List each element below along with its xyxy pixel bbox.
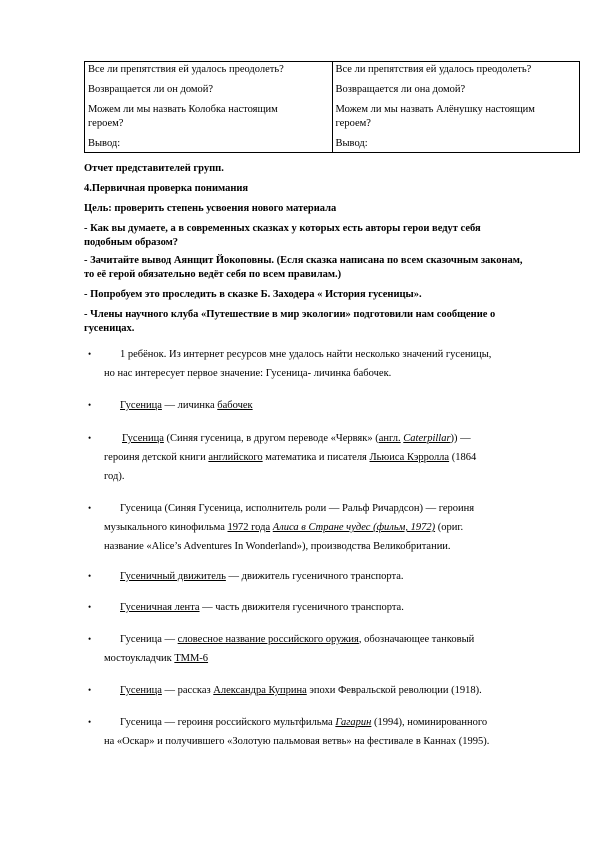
section-heading: 4.Первичная проверка понимания — [84, 183, 249, 194]
bullet-icon: • — [88, 349, 92, 359]
link[interactable]: Гусеничный движитель — [120, 571, 226, 582]
lesson-paragraph: - Зачитайте вывод Аянщит Йокоповны. (Есля сказка написана по всем сказочным законам, то её герой обязательно ведёт себя по всем правилам.) — [84, 255, 523, 280]
question-text: героем? — [88, 118, 124, 129]
list-item: • Гусеница — личинка бабочек — [88, 396, 253, 415]
list-item: • Гусеница (Синяя гусеница, в другом переводе «Червяк» (англ. Caterpillar)) — героиня детской книги английского математика и писателя Льюиса Кэрролла (1864 год). — [88, 429, 476, 486]
question-text: Возвращается ли он домой? — [88, 84, 214, 95]
link[interactable]: бабочек — [217, 400, 253, 411]
question-text: Можем ли мы назвать Алёнушку настоящим — [335, 104, 535, 115]
bullet-icon: • — [88, 634, 92, 644]
list-item: • Гусеница — героиня российского мультфильма Гагарин (1994), номинированного на «Оскар» и получившего «Золотую пальмовая ветвь» на фестивале в Каннах (1995). — [88, 713, 489, 751]
link[interactable]: словесное название российского оружия — [177, 634, 359, 645]
list-item: • Гусеница (Синяя Гусеница, исполнитель роли — Ральф Ричардсон) — героиня музыкального кинофильма 1972 года Алиса в Стране чудес (фильм, 1972) (ориг. название «Alice’s Adventures In Wonderland»), производства Великобритании. — [88, 499, 474, 556]
question-text: Все ли препятствия ей удалось преодолеть? — [335, 64, 532, 75]
table-cell-left — [85, 62, 333, 153]
lesson-paragraph: - Как вы думаете, а в современных сказках у которых есть авторы герои ведут себя подобным образом? — [84, 223, 481, 248]
conclusion-label: Вывод: — [88, 138, 121, 149]
lesson-paragraph: Отчет представителей групп. — [84, 163, 224, 174]
list-item: • Гусеница — рассказ Александра Куприна эпохи Февральской революции (1918). — [88, 681, 482, 700]
table-cell-right — [332, 62, 580, 153]
link[interactable]: Caterpillar — [403, 433, 451, 444]
lesson-paragraph: Цель: проверить степень усвоения нового материала — [84, 203, 337, 214]
list-item: • Гусеница — словесное название российского оружия, обозначающее танковый мостоукладчик ТММ-6 — [88, 630, 474, 668]
link[interactable]: Алиса в Стране чудес (фильм, 1972) — [272, 522, 436, 533]
link[interactable]: Гусеничная лента — [120, 602, 200, 613]
link[interactable]: Гусеница — [120, 400, 162, 411]
bullet-icon: • — [88, 400, 92, 410]
link[interactable]: английского — [208, 452, 263, 463]
bullet-icon: • — [88, 717, 92, 727]
list-item: • Гусеничная лента — часть движителя гусеничного транспорта. — [88, 598, 404, 617]
link[interactable]: англ. — [378, 433, 401, 444]
question-text: Возвращается ли она домой? — [335, 84, 466, 95]
list-item: • Гусеничный движитель — движитель гусеничного транспорта. — [88, 567, 404, 586]
link[interactable]: Александра Куприна — [213, 685, 307, 696]
question-text: Можем ли мы назвать Колобка настоящим — [88, 104, 278, 115]
bullet-icon: • — [88, 433, 92, 443]
bullet-icon: • — [88, 685, 92, 695]
bullet-icon: • — [88, 503, 92, 513]
question-text: Все ли препятствия ей удалось преодолеть? — [88, 64, 284, 75]
lesson-paragraph: - Попробуем это проследить в сказке Б. Заходера « История гусеницы». — [84, 289, 422, 300]
comparison-table — [84, 61, 580, 153]
question-text: героем? — [335, 118, 371, 129]
table-row — [85, 62, 580, 153]
link[interactable]: 1972 года — [227, 522, 271, 533]
list-item: • 1 ребёнок. Из интернет ресурсов мне удалось найти несколько значений гусеницы, но нас интересует первое значение: Гусеница- личинка бабочек. — [88, 345, 491, 383]
link[interactable]: Льюиса Кэрролла — [369, 452, 450, 463]
link[interactable]: Гусеница — [122, 433, 164, 444]
lesson-paragraph: - Члены научного клуба «Путешествие в мир экологии» подготовили нам сообщение о гусеницах. — [84, 309, 496, 334]
link[interactable]: Гагарин — [335, 717, 372, 728]
link[interactable]: Гусеница — [120, 685, 162, 696]
lesson-steps — [84, 162, 584, 342]
bullet-icon: • — [88, 571, 92, 581]
conclusion-label: Вывод: — [335, 138, 368, 149]
bullet-icon: • — [88, 602, 92, 612]
link[interactable]: ТММ-6 — [174, 653, 209, 664]
